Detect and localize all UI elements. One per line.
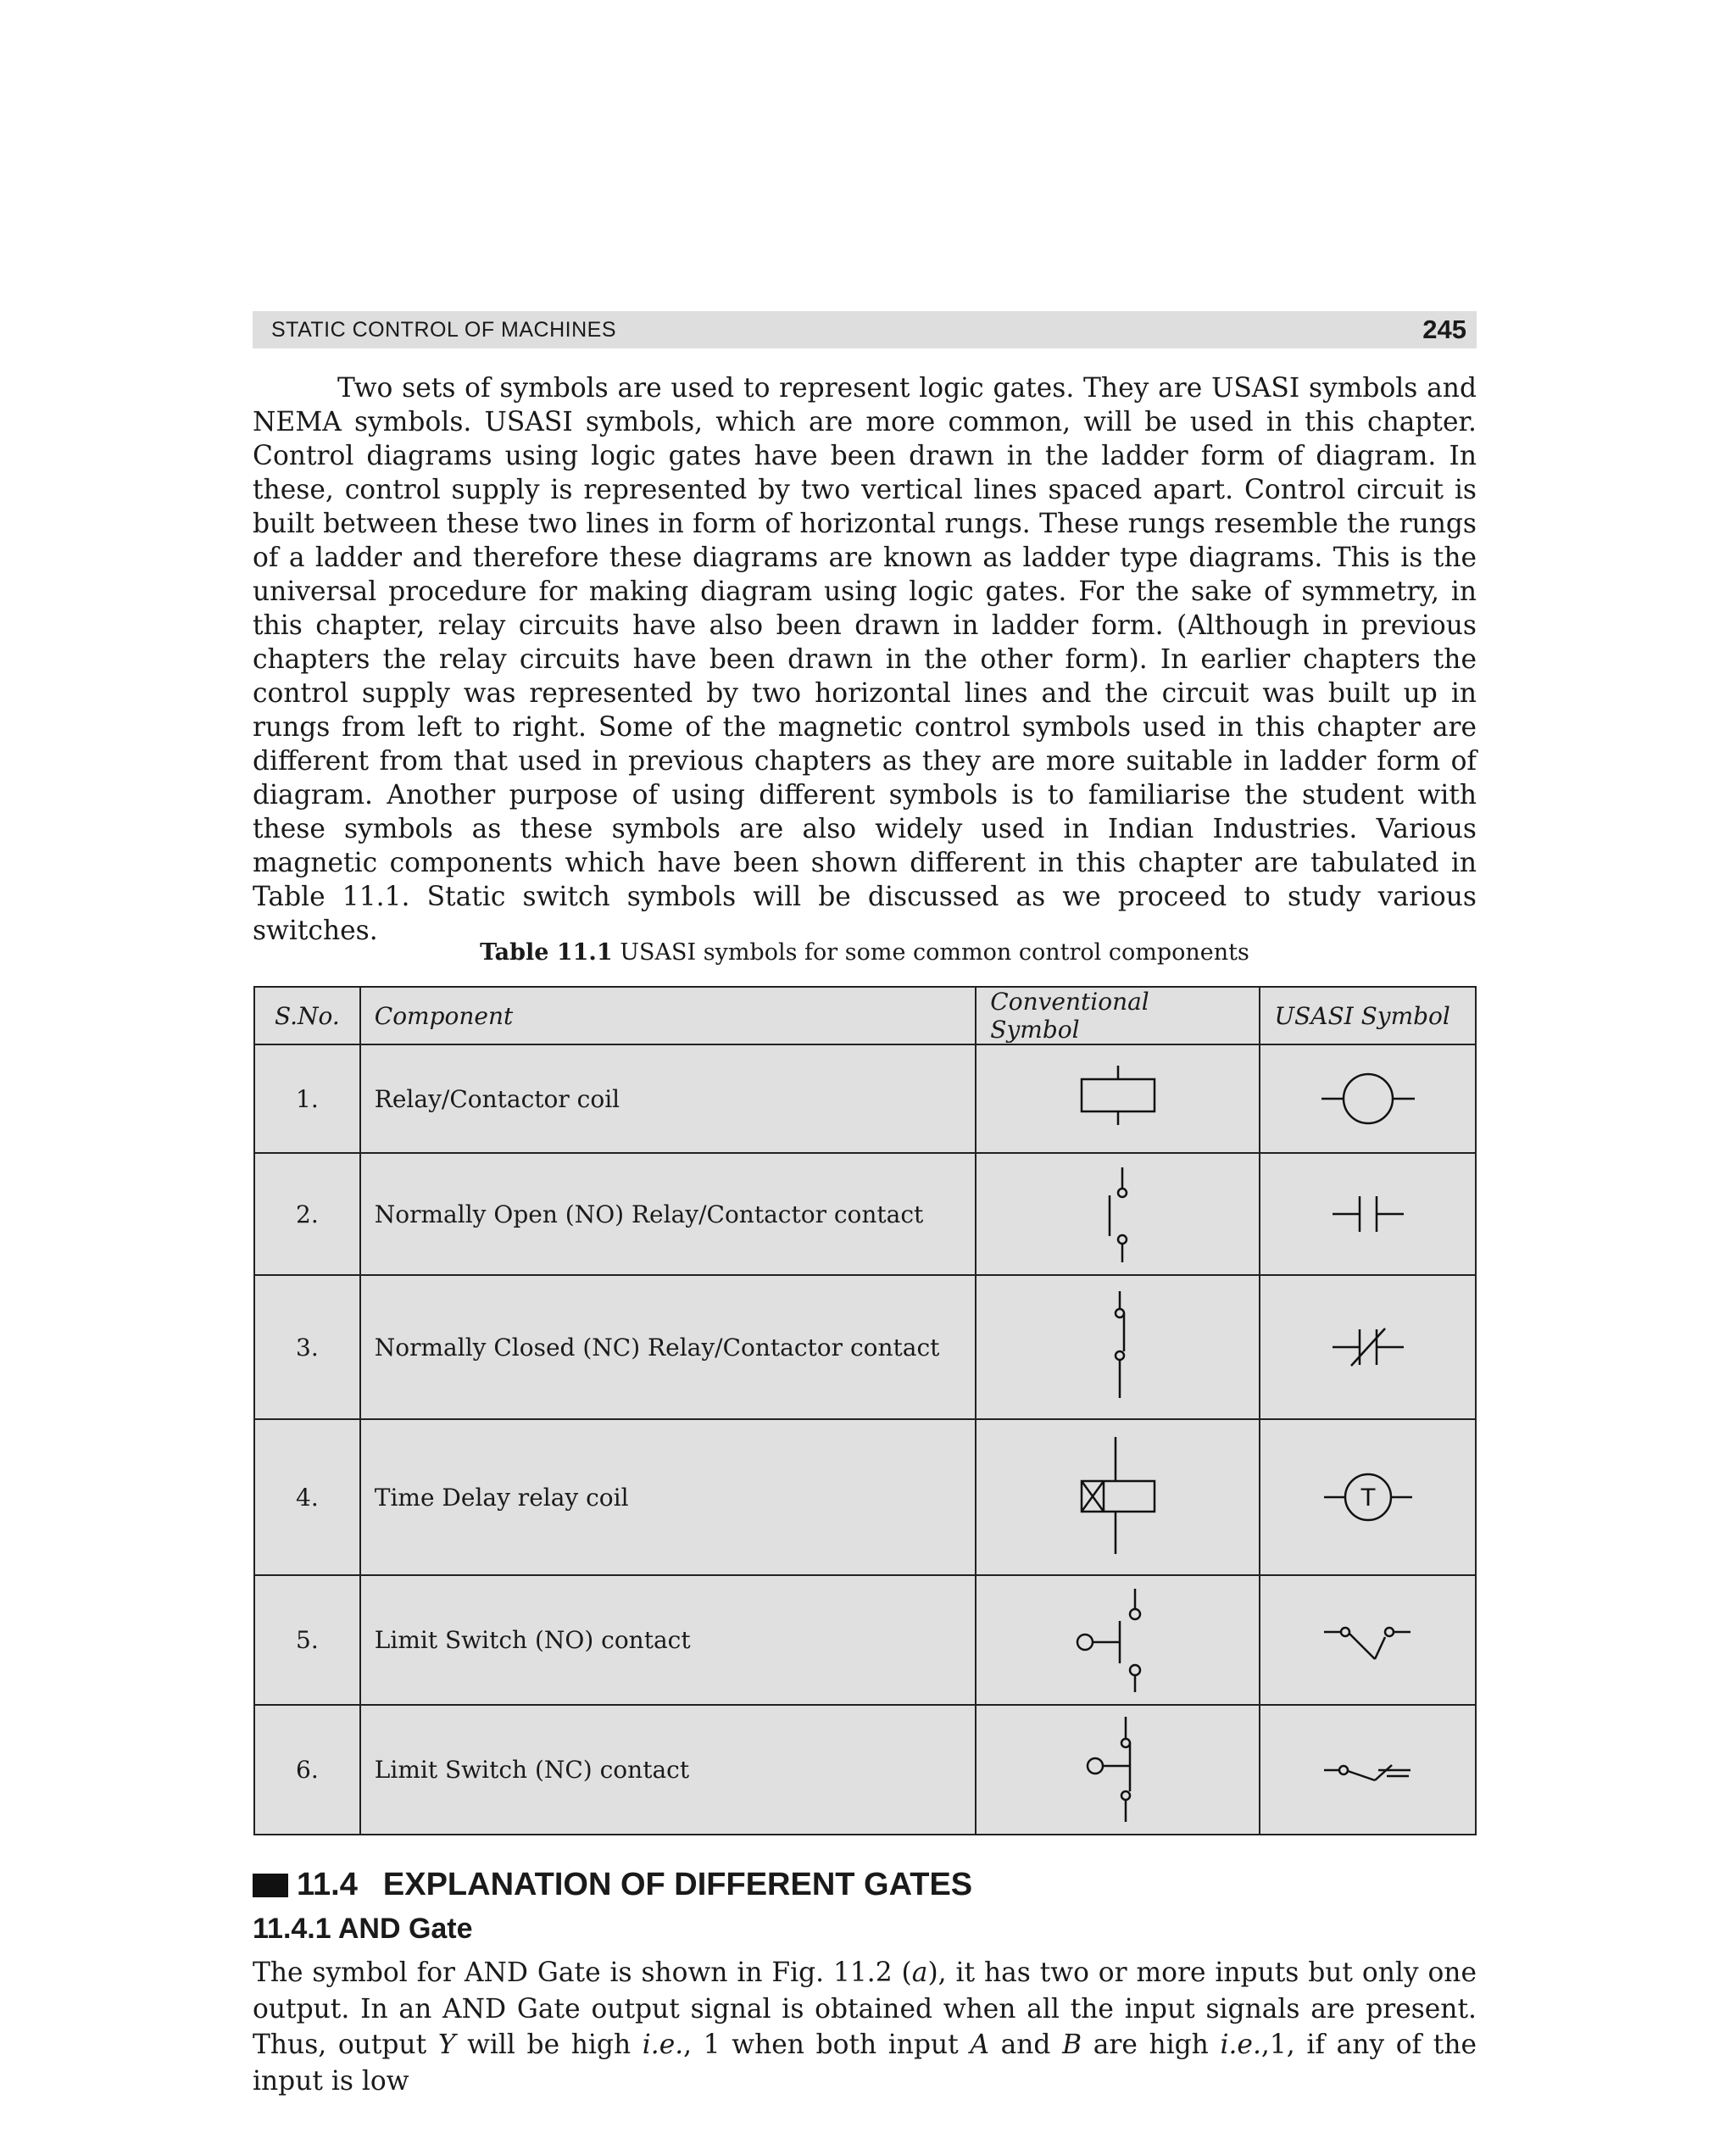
intro-paragraph: Two sets of symbols are used to represent logic gates. They are USASI symbols and NEMA symbols. USASI symbols, which are more common, will be used in this chapter. Control diagrams using logic gates have been drawn in the ladder form of diagram. In these, control supply is represented by two vertical lines spaced apart. Control circuit is built between these two lines in form of horizontal rungs. These rungs resemble the rungs of a ladder and therefore these diagrams are known as ladder type diagrams. This is the universal procedure for making diagram using logic gates. For the sake of symmetry, in this chapter, relay circuits have also been drawn in ladder form. (Although in previous chapters the relay circuits have been drawn in the other form). In earlier chapters the control supply was represented by two horizontal lines and the circuit was built up in rungs from left to right. Some of the magnetic control symbols used in this chapter are different from that used in previous chapters as they are more suitable in ladder form of diagram. Another purpose of using different symbols is to familiarise the student with these symbols as these symbols are also widely used in Indian Industries. Various magnetic components which have been shown different in this chapter are tabulated in Table 11.1. Static switch symbols will be discussed as we proceed to study various switches. (253, 373, 1477, 946)
text-run-italic: i.e. (642, 2030, 684, 2060)
cell-conventional (976, 1275, 1260, 1419)
row-sno: 3. (254, 1275, 360, 1419)
limit-switch-nc-conventional-icon (1067, 1715, 1169, 1825)
cell-conventional (976, 1419, 1260, 1575)
table-row (254, 1705, 1476, 1835)
row-sno: 4. (254, 1419, 360, 1575)
header-usasi: USASI Symbol (1260, 987, 1476, 1044)
row-component: Relay/Contactor coil (360, 1044, 976, 1153)
table-row (254, 1275, 1476, 1419)
section-heading (253, 1867, 972, 1903)
no-contact-conventional-icon (1076, 1163, 1160, 1265)
table-row (254, 1419, 1476, 1575)
section-number: 11.4 (297, 1867, 358, 1902)
relay-coil-usasi-icon (1313, 1065, 1423, 1133)
cell-usasi (1260, 1705, 1476, 1835)
limit-switch-no-usasi-icon (1317, 1611, 1419, 1670)
cell-usasi (1260, 1419, 1476, 1575)
header-component: Component (360, 987, 976, 1044)
section-title: EXPLANATION OF DIFFERENT GATES (382, 1867, 973, 1902)
text-run: , 1 when both input (683, 2030, 971, 2060)
text-run-italic: i.e. (1220, 2030, 1261, 2060)
text-run-italic: B (1062, 2030, 1082, 2060)
header-sno: S.No. (254, 987, 360, 1044)
text-run: and (988, 2030, 1063, 2060)
nc-contact-conventional-icon (1076, 1288, 1160, 1406)
limit-switch-no-conventional-icon (1067, 1585, 1169, 1696)
text-run-italic: Y (437, 2030, 456, 2060)
row-sno: 2. (254, 1153, 360, 1275)
relay-coil-conventional-icon (1067, 1061, 1169, 1137)
cell-usasi (1260, 1575, 1476, 1705)
row-component: Normally Open (NO) Relay/Contactor contact (360, 1153, 976, 1275)
time-delay-coil-usasi-icon (1317, 1463, 1419, 1531)
text-run: will be high (455, 2030, 643, 2060)
row-component: Limit Switch (NC) contact (360, 1705, 976, 1835)
running-header (253, 311, 1477, 348)
row-sno: 1. (254, 1044, 360, 1153)
table-caption (253, 939, 1477, 966)
table-caption-label: Table 11.1 (480, 939, 613, 966)
page-number: 245 (1422, 315, 1466, 344)
symbols-table (253, 986, 1477, 1835)
cell-conventional (976, 1575, 1260, 1705)
limit-switch-nc-usasi-icon (1317, 1745, 1419, 1796)
running-title: STATIC CONTROL OF MACHINES (271, 317, 616, 342)
time-delay-coil-conventional-icon (1067, 1434, 1169, 1561)
table-row (254, 1044, 1476, 1153)
cell-conventional (976, 1044, 1260, 1153)
row-sno: 6. (254, 1705, 360, 1835)
row-sno: 5. (254, 1575, 360, 1705)
cell-conventional (976, 1153, 1260, 1275)
table-caption-text: USASI symbols for some common control components (620, 939, 1249, 966)
text-run-italic: A (970, 2030, 989, 2060)
cell-conventional (976, 1705, 1260, 1835)
section-marker-icon (253, 1874, 288, 1897)
and-gate-paragraph (253, 1955, 1477, 2099)
row-component: Limit Switch (NO) contact (360, 1575, 976, 1705)
row-component: Normally Closed (NC) Relay/Contactor contact (360, 1275, 976, 1419)
row-component: Time Delay relay coil (360, 1419, 976, 1575)
table-row (254, 1153, 1476, 1275)
subsection-heading: 11.4.1 AND Gate (253, 1913, 473, 1945)
text-run: are high (1082, 2030, 1221, 2060)
no-contact-usasi-icon (1326, 1184, 1410, 1244)
text-run: ,1, if any of the input is low (253, 2030, 1477, 2097)
table-row (254, 1575, 1476, 1705)
text-run-italic: a (911, 1958, 928, 1988)
header-conventional: Conventional Symbol (976, 987, 1260, 1044)
text-run: The symbol for AND Gate is shown in Fig. 11.2 ( (253, 1958, 912, 1988)
cell-usasi (1260, 1275, 1476, 1419)
cell-usasi (1260, 1044, 1476, 1153)
text-run: ), it has two or more inputs but only one output. In an AND Gate output signal is obtained when all the input signals are present. Thus, output (253, 1958, 1477, 2060)
time-delay-letter: T (1360, 1484, 1376, 1512)
cell-usasi (1260, 1153, 1476, 1275)
table-header-row (254, 987, 1476, 1044)
nc-contact-usasi-icon (1326, 1313, 1410, 1381)
